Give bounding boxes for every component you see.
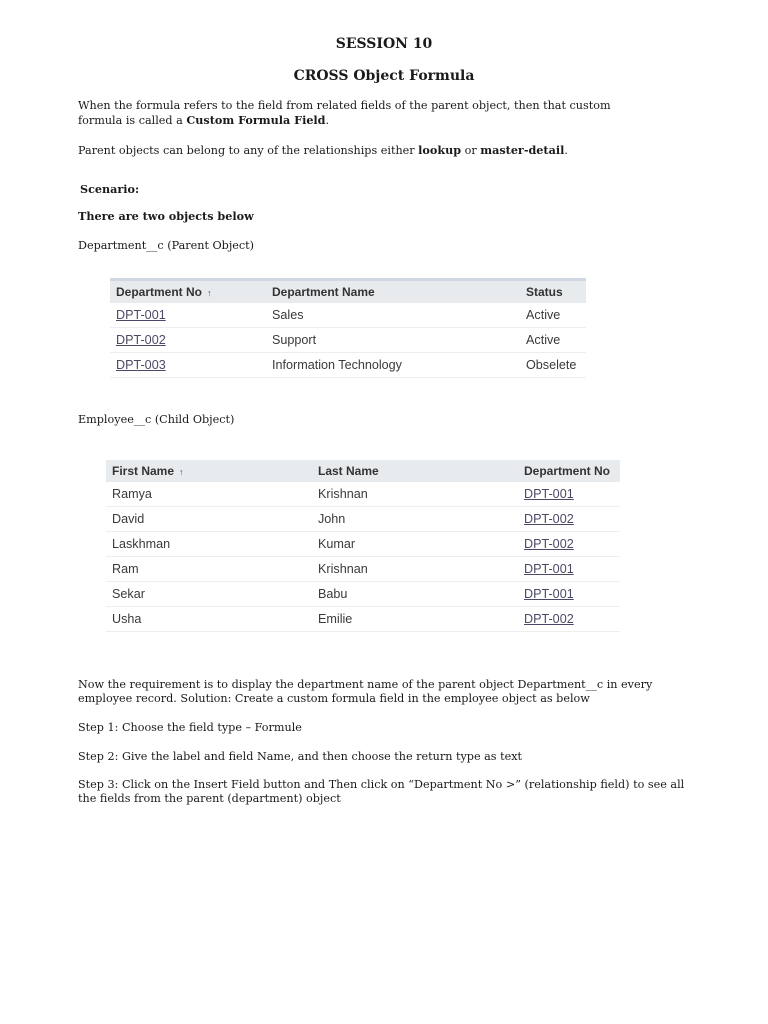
column-header-department-no[interactable] <box>518 460 620 482</box>
last-name-cell: John <box>312 507 518 532</box>
relationship-or: or <box>461 144 481 157</box>
table-row <box>106 607 620 632</box>
master-detail-term: master-detail <box>480 143 565 157</box>
last-name-cell: Emilie <box>312 607 518 632</box>
first-name-cell: Ramya <box>106 482 312 507</box>
sort-ascending-icon[interactable]: ↑ <box>207 288 212 298</box>
first-name-cell: Usha <box>106 607 312 632</box>
department-no-link[interactable]: DPT-003 <box>116 358 166 372</box>
employee-table <box>106 460 620 632</box>
department-no-link[interactable]: DPT-001 <box>524 562 574 576</box>
parent-object-caption: Department__c (Parent Object) <box>78 239 255 252</box>
department-name-cell: Support <box>266 328 520 353</box>
column-header-department-no[interactable] <box>110 280 266 304</box>
status-cell: Active <box>520 328 586 353</box>
step-3 <box>78 778 698 806</box>
department-no-link[interactable]: DPT-001 <box>524 487 574 501</box>
child-object-caption: Employee__c (Child Object) <box>78 413 235 426</box>
last-name-cell: Krishnan <box>312 557 518 582</box>
department-name-cell: Sales <box>266 303 520 328</box>
header-label: Status <box>526 285 563 299</box>
first-name-cell: Laskhman <box>106 532 312 557</box>
step-3-line-2: the fields from the parent (department) object <box>78 792 341 805</box>
department-table <box>110 278 586 378</box>
requirement-line-2: employee record. Solution: Create a custom formula field in the employee object as below <box>78 692 590 705</box>
relationship-paragraph <box>78 143 678 158</box>
status-cell: Obselete <box>520 353 586 378</box>
department-no-link[interactable]: DPT-001 <box>116 308 166 322</box>
scenario-label: Scenario: <box>80 182 140 196</box>
session-heading: SESSION 10 <box>335 36 433 52</box>
column-header-first-name[interactable] <box>106 460 312 482</box>
department-no-link[interactable]: DPT-002 <box>524 537 574 551</box>
table-row <box>110 353 586 378</box>
department-table-container <box>110 278 586 378</box>
first-name-cell: Sekar <box>106 582 312 607</box>
sort-ascending-icon[interactable]: ↑ <box>179 467 184 477</box>
step-2: Step 2: Give the label and field Name, and then choose the return type as text <box>78 750 523 763</box>
relationship-text: Parent objects can belong to any of the relationships either <box>78 144 419 157</box>
last-name-cell: Babu <box>312 582 518 607</box>
table-header-row <box>106 460 620 482</box>
requirement-paragraph <box>78 678 698 706</box>
department-no-link[interactable]: DPT-001 <box>524 587 574 601</box>
header-label: First Name <box>112 464 175 478</box>
intro-text: When the formula refers to the field from related fields of the parent object, then that custom formula is called a <box>78 99 611 127</box>
column-header-department-name[interactable] <box>266 280 520 304</box>
department-name-cell: Information Technology <box>266 353 520 378</box>
table-header-row <box>110 280 586 304</box>
step-3-line-1: Step 3: Click on the Insert Field button and Then click on “Department No >” (relationship field) to see all <box>78 778 685 791</box>
last-name-cell: Krishnan <box>312 482 518 507</box>
table-row <box>106 582 620 607</box>
table-row <box>106 557 620 582</box>
header-label: Department Name <box>272 285 375 299</box>
employee-table-container <box>106 460 620 632</box>
department-no-link[interactable]: DPT-002 <box>524 512 574 526</box>
intro-end: . <box>325 114 330 127</box>
lookup-term: lookup <box>418 143 462 157</box>
requirement-line-1: Now the requirement is to display the department name of the parent object Department__c in every <box>78 678 653 691</box>
page-title: CROSS Object Formula <box>293 68 475 84</box>
step-1: Step 1: Choose the field type – Formule <box>78 721 302 734</box>
table-row <box>106 507 620 532</box>
column-header-status[interactable] <box>520 280 586 304</box>
table-row <box>110 328 586 353</box>
header-label: Last Name <box>318 464 379 478</box>
department-no-link[interactable]: DPT-002 <box>116 333 166 347</box>
scenario-subhead: There are two objects below <box>78 209 254 223</box>
relationship-end: . <box>564 144 568 157</box>
first-name-cell: David <box>106 507 312 532</box>
status-cell: Active <box>520 303 586 328</box>
department-no-link[interactable]: DPT-002 <box>524 612 574 626</box>
header-label: Department No <box>524 464 611 478</box>
table-row <box>106 532 620 557</box>
intro-paragraph <box>78 99 648 128</box>
table-row <box>106 482 620 507</box>
table-row <box>110 303 586 328</box>
intro-bold-term: Custom Formula Field <box>186 113 326 127</box>
column-header-last-name[interactable] <box>312 460 518 482</box>
first-name-cell: Ram <box>106 557 312 582</box>
header-label: Department No <box>116 285 203 299</box>
last-name-cell: Kumar <box>312 532 518 557</box>
